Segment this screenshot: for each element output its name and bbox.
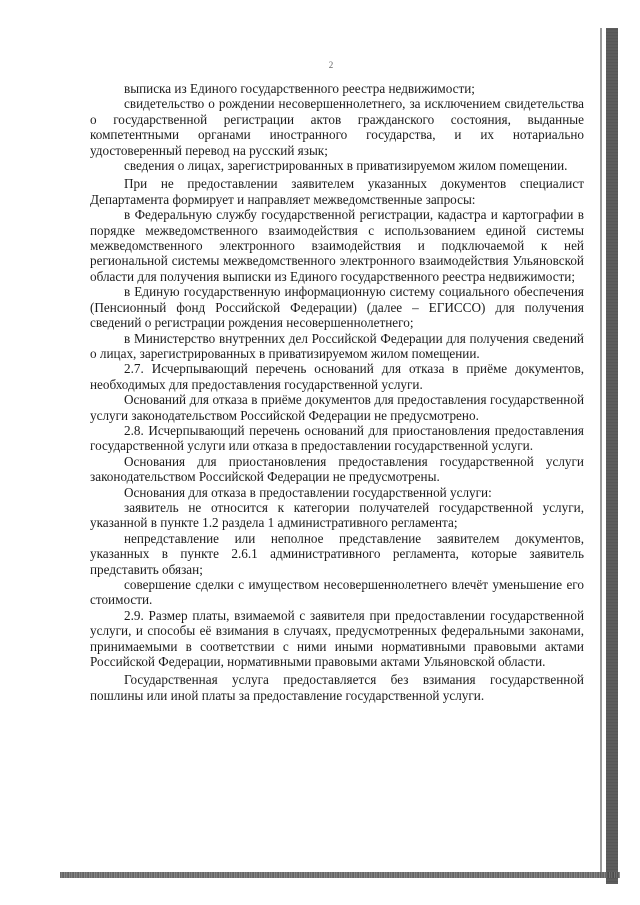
paragraph: 2.9. Размер платы, взимаемой с заявителя при предоставлении государственной услуги, и способы её взимания в случаях, предусмотренных федеральными законами, принимаемыми в соответствии с ними иными нормативными правовыми актами Российской Федерации, нормативными правовыми актами Ульяновской области. — [90, 607, 584, 670]
paragraph: непредставление или неполное представление заявителем документов, указанных в пункте 2.6.1 административного регламента, которые заявитель представить обязан; — [90, 530, 584, 577]
paragraph: Оснований для отказа в приёме документов для предоставления государственной услуги законодательством Российской Федерации не предусмотрено. — [90, 392, 584, 423]
paragraph: совершение сделки с имуществом несовершеннолетнего влечёт уменьшение его стоимости. — [90, 577, 584, 608]
document-body — [90, 81, 584, 703]
scan-edge-bottom — [60, 872, 620, 878]
paragraph: сведения о лицах, зарегистрированных в приватизируемом жилом помещении. — [124, 158, 568, 174]
paragraph: Основания для приостановления предоставления государственной услуги законодательством Российской Федерации не предусмотрены. — [90, 453, 584, 485]
paragraph: 2.8. Исчерпывающий перечень оснований для приостановления предоставления государственной услуги или отказа в предоставлении государственной услуги. — [90, 422, 584, 454]
scan-edge-right — [606, 28, 618, 884]
paragraph: в Министерство внутренних дел Российской Федерации для получения сведений о лицах, зарегистрированных в приватизируемом жилом помещении. — [90, 330, 584, 361]
paragraph: Государственная услуга предоставляется без взимания государственной пошлины или иной платы за предоставление государственной услуги. — [90, 672, 584, 703]
paragraph: выписка из Единого государственного реестра недвижимости; — [124, 81, 475, 96]
paragraph: свидетельство о рождении несовершеннолетнего, за исключением свидетельства о государственной регистрации актов гражданского состояния, выданные компетентными органами иностранного государства, и их нотариально удостоверенный перевод на русский язык; — [90, 96, 584, 158]
paragraph: в Федеральную службу государственной регистрации, кадастра и картографии в порядке межведомственного взаимодействия с использованием единой системы межведомственного электронного взаимодействия и подключаемой к ней региональной системы межведомственного электронного взаимодействия Ульяновской области для получения выписки из Единого государственного реестра недвижимости; — [90, 207, 584, 284]
page-number: 2 — [328, 60, 334, 70]
paragraph: Основания для отказа в предоставлении государственной услуги: — [124, 484, 492, 500]
paragraph: в Единую государственную информационную систему социального обеспечения (Пенсионный фонд Российской Федерации) (далее – ЕГИССО) для получения сведений о регистрации рождения несовершеннолетнего; — [90, 284, 584, 331]
paragraph: При не предоставлении заявителем указанных документов специалист Департамента формирует и направляет межведомственные запросы: — [90, 176, 584, 207]
paragraph: заявитель не относится к категории получателей государственной услуги, указанной в пункте 1.2 раздела 1 административного регламента; — [90, 499, 584, 531]
scan-edge-line — [600, 28, 602, 878]
paragraph: 2.7. Исчерпывающий перечень оснований для отказа в приёме документов, необходимых для предоставления государственной услуги. — [90, 361, 584, 392]
